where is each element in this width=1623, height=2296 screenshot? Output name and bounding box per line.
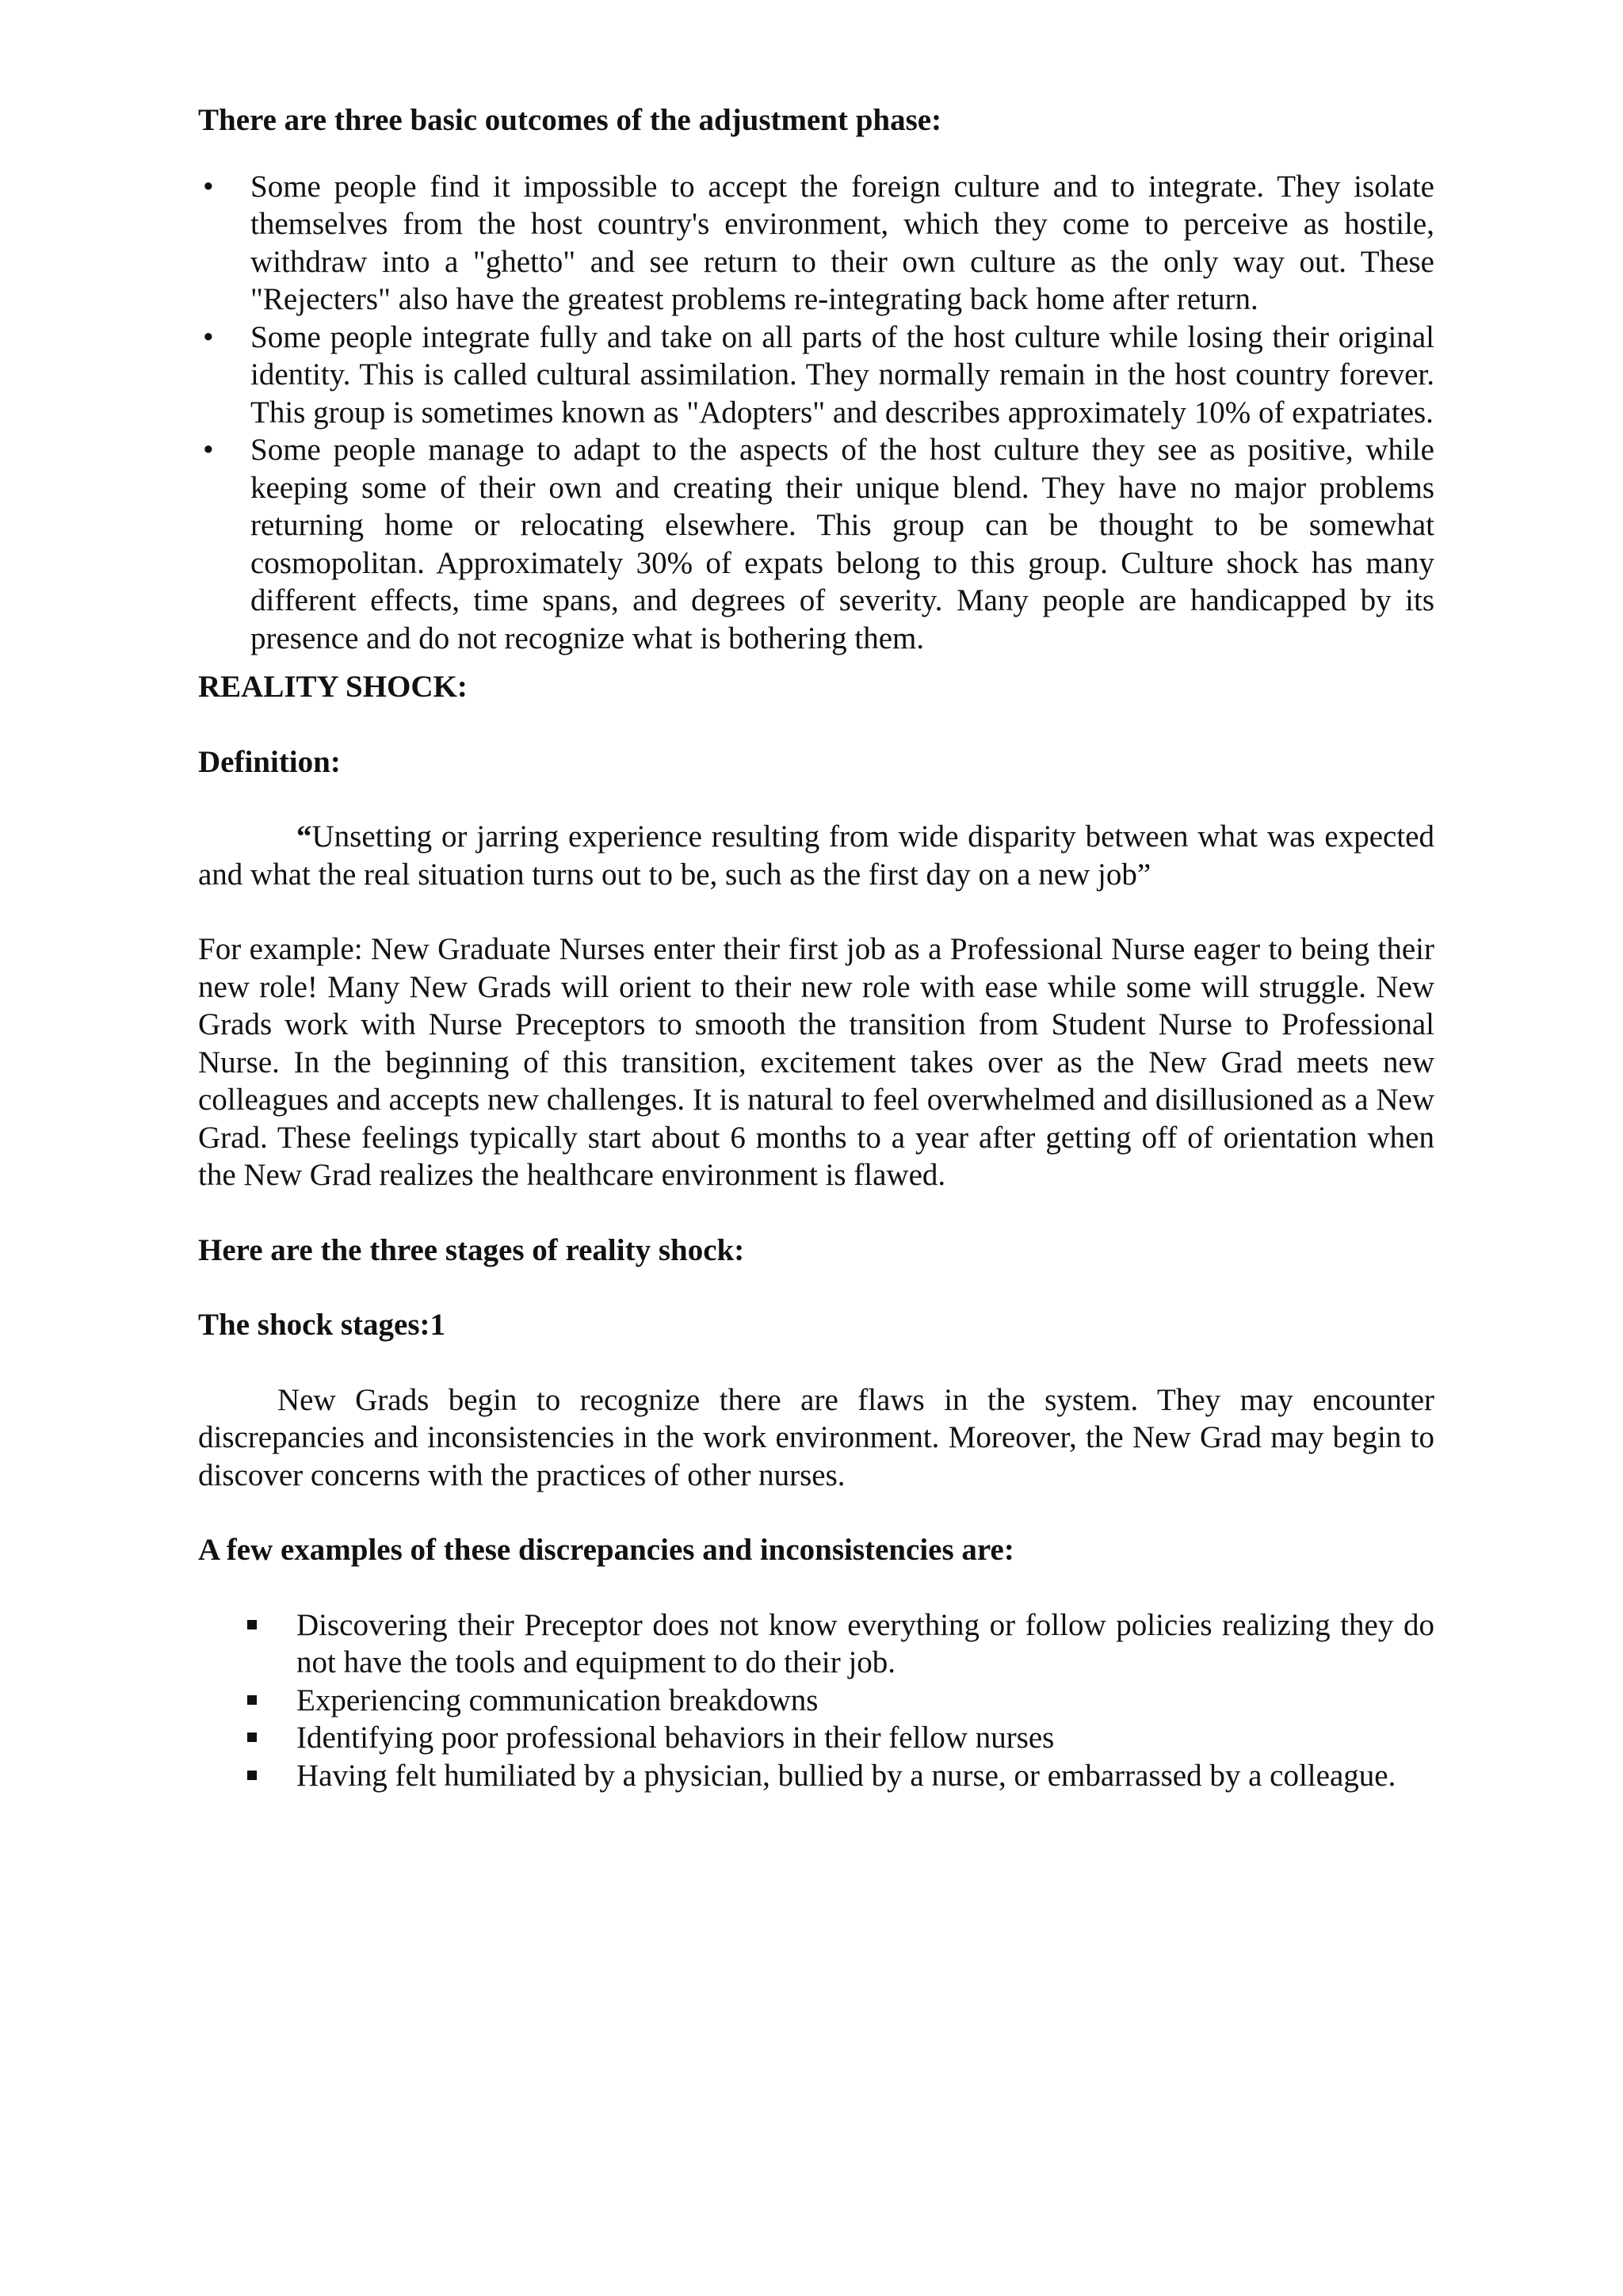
list-item xyxy=(198,1719,1434,1757)
list-item xyxy=(198,1606,1434,1682)
list-item xyxy=(198,431,1434,657)
outcome-text-adopters: Some people integrate fully and take on all parts of the host culture while losing their original identity. This is called cultural assimilation. They normally remain in the host country forever. This group is sometimes known as "Adopters" and describes approximately 10% of expatriates. xyxy=(250,319,1434,430)
example-paragraph: For example: New Graduate Nurses enter their first job as a Professional Nurse eager to being their new role! Many New Grads will orient to their new role with ease while some will struggle. New Grads work with Nurse Preceptors to smooth the transition from Student Nurse to Professional Nurse. In the beginning of this transition, excitement takes over as the New Grad meets new colleagues and accepts new challenges. It is natural to feel overwhelmed and disillusioned as a New Grad. These feelings typically start about 6 months to a year after getting off of orientation when the New Grad realizes the healthcare environment is flawed. xyxy=(198,932,1434,1192)
list-item xyxy=(198,168,1434,319)
square-bullet-icon xyxy=(247,1695,257,1705)
bullet-icon: • xyxy=(203,433,214,467)
outcome-text-rejecters: Some people find it impossible to accept the foreign culture and to integrate. They isolate themselves from the host country's environment, which they come to perceive as hostile, withdraw into a "ghetto" and see return to their own culture as the only way out. These "Rejecters" also have the greatest problems re-integrating back home after return. xyxy=(250,169,1434,316)
outcome-text-cosmopolitan: Some people manage to adapt to the aspects of the host culture they see as positive, while keeping some of their own and creating their unique blend. They have no major problems returning home or relocating elsewhere. This group can be thought to be somewhat cosmopolitan. Approximately 30% of expats belong to this group. Culture shock has many different effects, time spans, and degrees of severity. Many people are handicapped by its presence and do not recognize what is bothering them. xyxy=(250,433,1434,655)
outcomes-heading: There are three basic outcomes of the adjustment phase: xyxy=(198,103,942,137)
definition-heading: Definition: xyxy=(198,744,341,779)
example-text: Experiencing communication breakdowns xyxy=(296,1683,819,1717)
open-quote-mark: “ xyxy=(296,819,312,854)
bullet-icon: • xyxy=(203,169,214,204)
reality-shock-heading: REALITY SHOCK: xyxy=(198,670,468,704)
square-bullet-icon xyxy=(247,1733,257,1742)
example-text: Identifying poor professional behaviors in their fellow nurses xyxy=(296,1721,1055,1755)
definition-quote xyxy=(198,818,1434,893)
example-text: Having felt humiliated by a physician, bullied by a nurse, or embarrassed by a colleague. xyxy=(296,1758,1396,1793)
example-text: Discovering their Preceptor does not know everything or follow policies realizing they do not have the tools and equipment to do their job. xyxy=(296,1607,1434,1679)
square-bullet-icon xyxy=(247,1620,257,1629)
stages-heading: Here are the three stages of reality shock: xyxy=(198,1232,745,1267)
list-item xyxy=(198,1757,1434,1795)
examples-heading: A few examples of these discrepancies and inconsistencies are: xyxy=(198,1533,1014,1567)
definition-text: Unsetting or jarring experience resulting from wide disparity between what was expected and what the real situation turns out to be, such as the first day on a new job” xyxy=(198,819,1434,892)
list-item xyxy=(198,1682,1434,1720)
list-item xyxy=(198,319,1434,432)
shock-stage-paragraph: New Grads begin to recognize there are flaws in the system. They may encounter discrepancies and inconsistencies in the work environment. Moreover, the New Grad may begin to discover concerns with the practices of other nurses. xyxy=(198,1382,1434,1492)
examples-list xyxy=(198,1606,1434,1795)
bullet-icon: • xyxy=(203,319,214,354)
shock-stage-heading: The shock stages:1 xyxy=(198,1308,446,1342)
square-bullet-icon xyxy=(247,1771,257,1780)
outcomes-list xyxy=(198,168,1434,658)
document-page xyxy=(198,101,1434,1794)
